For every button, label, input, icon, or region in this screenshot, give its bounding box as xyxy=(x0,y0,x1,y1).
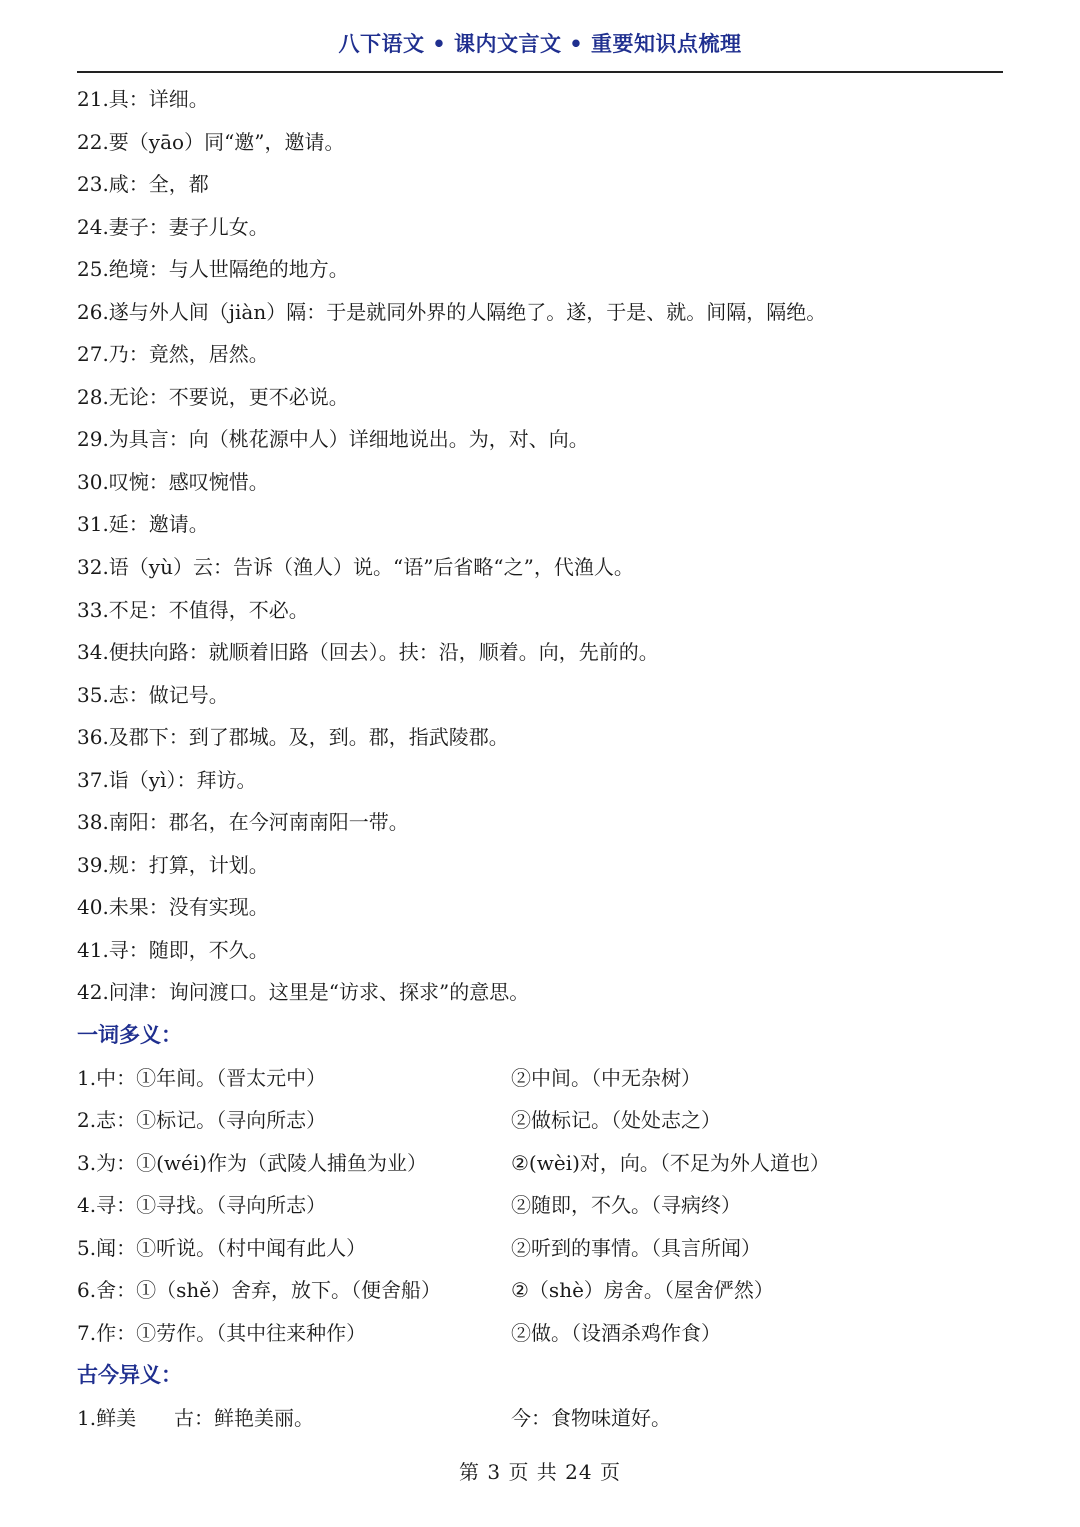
note-item: 22.要（yāo）同“邀”，邀请。 xyxy=(77,129,345,154)
polysemy-row xyxy=(77,1269,1003,1312)
polysemy-meaning-1: 7.作：①劳作。（其中往来种作） xyxy=(77,1320,367,1345)
note-item: 35.志：做记号。 xyxy=(77,682,229,707)
document-body xyxy=(77,78,1003,1440)
note-item: 40.未果：没有实现。 xyxy=(77,895,269,920)
polysemy-meaning-1: 1.中：①年间。（晋太元中） xyxy=(77,1065,327,1090)
note-item: 41.寻：随即，不久。 xyxy=(77,937,269,962)
note-item: 27.乃：竟然，居然。 xyxy=(77,342,269,367)
note-item: 42.问津：询问渡口。这里是“访求、探求”的意思。 xyxy=(77,980,530,1005)
note-item: 37.诣（yì）：拜访。 xyxy=(77,767,257,792)
polysemy-meaning-1: 5.闻：①听说。（村中闻有此人） xyxy=(77,1235,367,1260)
note-item: 39.规：打算，计划。 xyxy=(77,852,269,877)
polysemy-meaning-2: ②做。（设酒杀鸡作食） xyxy=(511,1320,721,1345)
page-header-title: 八下语文 • 课内文言文 • 重要知识点梳理 xyxy=(338,32,742,56)
note-item: 29.为具言：向（桃花源中人）详细地说出。为，对、向。 xyxy=(77,427,589,452)
note-item: 36.及郡下：到了郡城。及，到。郡，指武陵郡。 xyxy=(77,725,509,750)
polysemy-meaning-1: 3.为：①(wéi)作为（武陵人捕鱼为业） xyxy=(77,1150,428,1175)
ancient-meaning: 古：鲜艳美丽。 xyxy=(174,1405,314,1430)
note-item: 30.叹惋：感叹惋惜。 xyxy=(77,469,269,494)
note-item: 34.便扶向路：就顺着旧路（回去）。扶：沿，顺着。向，先前的。 xyxy=(77,640,659,665)
polysemy-row xyxy=(77,1312,1003,1355)
note-item: 33.不足：不值得，不必。 xyxy=(77,597,309,622)
note-item: 38.南阳：郡名，在今河南南阳一带。 xyxy=(77,810,409,835)
polysemy-row xyxy=(77,1227,1003,1270)
modern-meaning: 今：食物味道好。 xyxy=(511,1405,671,1430)
polysemy-meaning-1: 2.志：①标记。（寻向所志） xyxy=(77,1108,327,1133)
note-item: 28.无论：不要说，更不必说。 xyxy=(77,384,349,409)
ancient-modern-list xyxy=(77,1397,1003,1440)
ancient-modern-heading: 古今异义： xyxy=(77,1363,182,1388)
polysemy-meaning-2: ②(wèi)对，向。（不足为外人道也） xyxy=(511,1150,830,1175)
note-item: 32.语（yù）云：告诉（渔人）说。“语”后省略“之”，代渔人。 xyxy=(77,555,634,580)
polysemy-heading: 一词多义： xyxy=(77,1023,182,1048)
polysemy-meaning-2: ②听到的事情。（具言所闻） xyxy=(511,1235,761,1260)
note-item: 25.绝境：与人世隔绝的地方。 xyxy=(77,257,349,282)
polysemy-meaning-2: ②做标记。（处处志之） xyxy=(511,1108,721,1133)
polysemy-row xyxy=(77,1184,1003,1227)
note-item: 21.具：详细。 xyxy=(77,87,209,111)
polysemy-meaning-1: 6.舍：①（shě）舍弃，放下。（便舍船） xyxy=(77,1278,442,1303)
ancient-modern-word: 1.鲜美 xyxy=(77,1405,137,1430)
page-number: 第 3 页 共 24 页 xyxy=(459,1460,621,1484)
polysemy-row xyxy=(77,1057,1003,1100)
polysemy-meaning-2: ②随即，不久。（寻病终） xyxy=(511,1193,741,1218)
polysemy-meaning-1: 4.寻：①寻找。（寻向所志） xyxy=(77,1193,327,1218)
ancient-modern-row xyxy=(77,1397,1003,1440)
note-item: 23.咸：全，都 xyxy=(77,172,209,197)
polysemy-list xyxy=(77,1057,1003,1355)
polysemy-row xyxy=(77,1142,1003,1185)
polysemy-meaning-2: ②中间。（中无杂树） xyxy=(511,1065,701,1090)
note-item: 31.延：邀请。 xyxy=(77,512,209,537)
polysemy-row xyxy=(77,1099,1003,1142)
notes-list xyxy=(77,78,1003,1014)
note-item: 24.妻子：妻子儿女。 xyxy=(77,214,269,239)
note-item: 26.遂与外人间（jiàn）隔：于是就同外界的人隔绝了。遂，于是、就。间隔，隔绝。 xyxy=(77,299,827,324)
polysemy-meaning-2: ②（shè）房舍。（屋舍俨然） xyxy=(511,1278,774,1303)
header-divider xyxy=(77,71,1003,73)
